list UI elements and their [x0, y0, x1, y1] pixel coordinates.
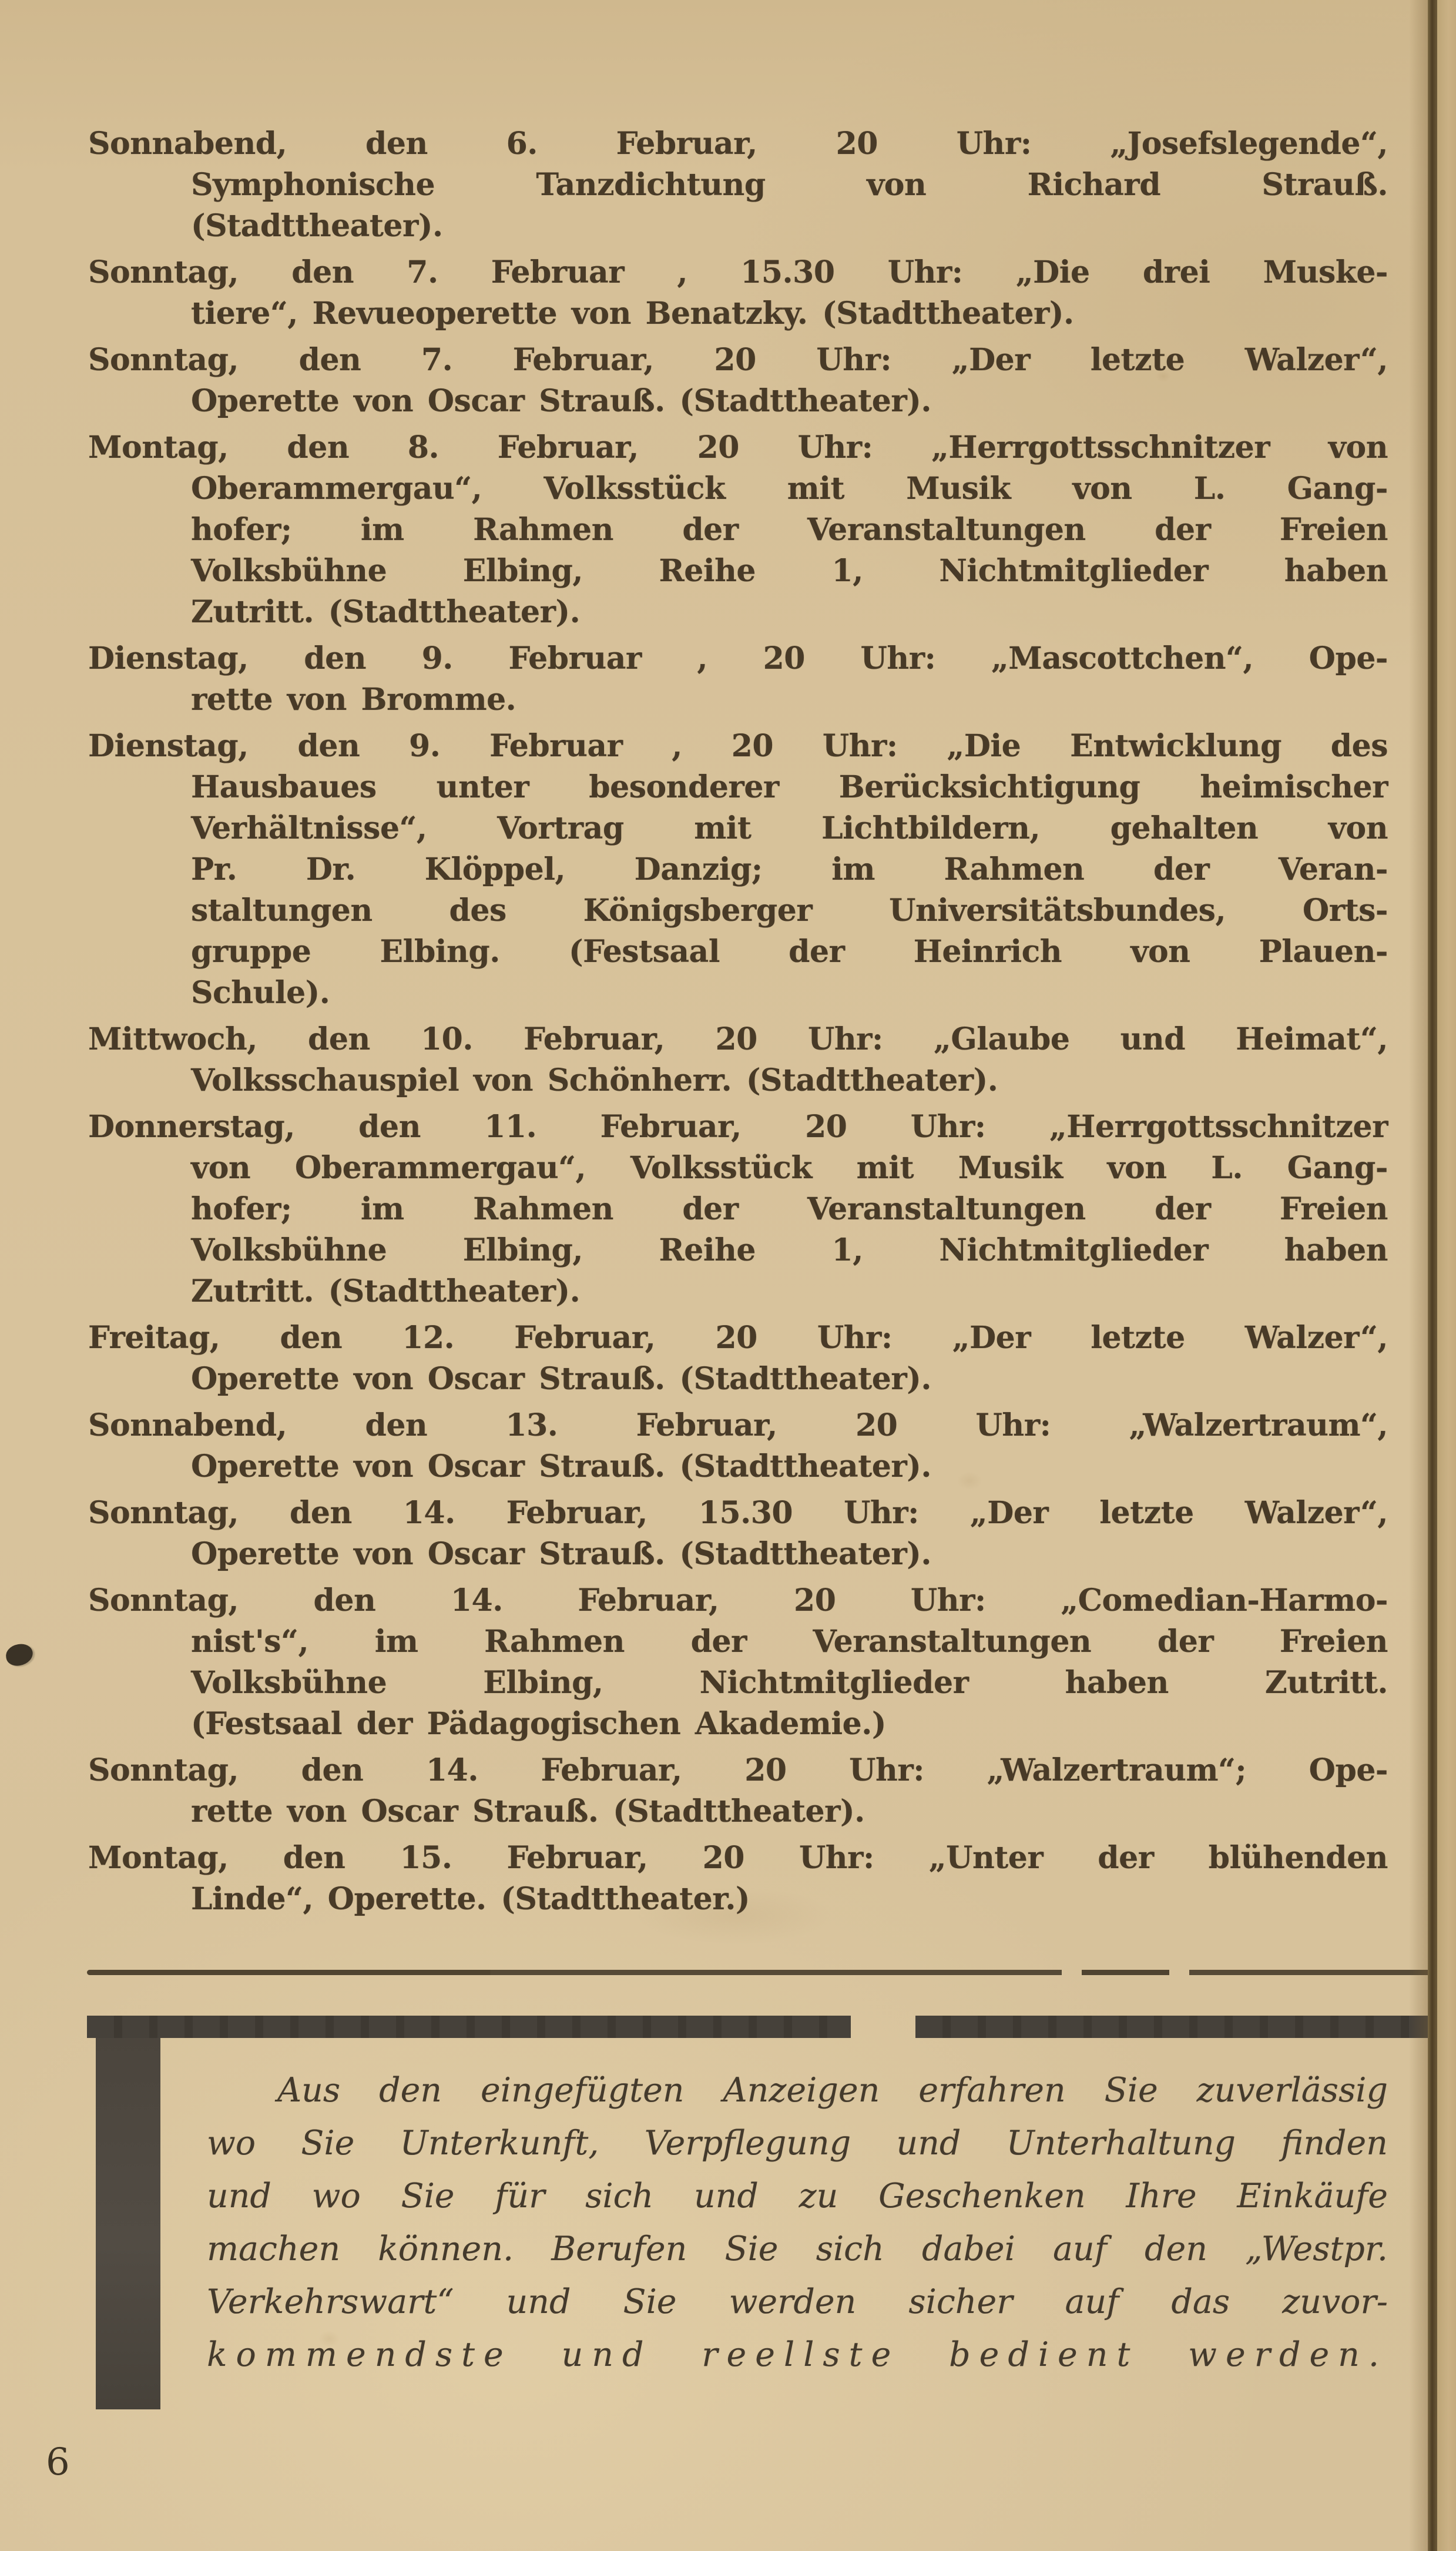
- event-entry: [88, 1838, 1388, 1920]
- event-entry: [88, 726, 1388, 1014]
- event-line: Freitag, den 12. Februar, 20 Uhr: „Der letzte Walzer“,: [88, 1320, 1388, 1356]
- event-line: Montag, den 15. Februar, 20 Uhr: „Unter der blühenden: [88, 1840, 1388, 1876]
- event-line: Montag, den 8. Februar, 20 Uhr: „Herrgottsschnitzer von: [88, 430, 1388, 465]
- advertisement-left-bar: [96, 2038, 160, 2409]
- advertisement-line-spaced: kommendste und reellste bedient werden.: [207, 2335, 1388, 2374]
- event-line: Donnerstag, den 11. Februar, 20 Uhr: „Herrgottsschnitzer: [88, 1109, 1388, 1145]
- event-entry: [88, 123, 1388, 247]
- event-line: Sonntag, den 14. Februar, 20 Uhr: „Walzertraum“; Ope-: [88, 1752, 1388, 1788]
- event-entry: [88, 1493, 1388, 1575]
- event-line: Dienstag, den 9. Februar , 20 Uhr: „Die Entwicklung des: [88, 728, 1388, 764]
- thick-divider-rule-left: [87, 2016, 851, 2038]
- event-line: Symphonische Tanzdichtung von Richard Strauß.: [191, 167, 1388, 203]
- event-entry: [88, 1019, 1388, 1101]
- thick-divider-rule-right: [915, 2016, 1431, 2038]
- event-entry: [88, 1580, 1388, 1745]
- event-line: Dienstag, den 9. Februar , 20 Uhr: „Mascottchen“, Ope-: [88, 641, 1388, 676]
- event-line: hofer; im Rahmen der Veranstaltungen der Freien: [191, 1191, 1388, 1227]
- ink-blot: [4, 1642, 35, 1667]
- event-entry: [88, 1405, 1388, 1487]
- advertisement-line: Verkehrswart“ und Sie werden sicher auf das zuvor-: [207, 2282, 1388, 2321]
- event-line: tiere“, Revueoperette von Benatzky. (Stadttheater).: [191, 296, 1074, 331]
- event-line: Zutritt. (Stadttheater).: [191, 594, 581, 630]
- event-line: Verhältnisse“, Vortrag mit Lichtbildern, gehalten von: [191, 810, 1388, 846]
- event-line: Oberammergau“, Volksstück mit Musik von L. Gang-: [191, 471, 1388, 507]
- page-edge-line: [1428, 0, 1437, 2551]
- event-line: Linde“, Operette. (Stadttheater.): [191, 1881, 750, 1917]
- event-line: Volksbühne Elbing, Reihe 1, Nichtmitglieder haben: [191, 553, 1388, 589]
- event-line: Volksbühne Elbing, Reihe 1, Nichtmitglieder haben: [191, 1232, 1388, 1268]
- event-line: Schule).: [191, 975, 330, 1011]
- event-line: (Festsaal der Pädagogischen Akademie.): [191, 1706, 886, 1742]
- advertisement-line: wo Sie Unterkunft, Verpflegung und Unterhaltung finden: [207, 2124, 1388, 2163]
- event-line: Sonntag, den 14. Februar, 20 Uhr: „Comedian-Harmo-: [88, 1583, 1388, 1618]
- event-line: Hausbaues unter besonderer Berücksichtigung heimischer: [191, 769, 1388, 805]
- event-line: (Stadttheater).: [191, 208, 443, 244]
- event-line: Volksbühne Elbing, Nichtmitglieder haben Zutritt.: [191, 1665, 1388, 1701]
- event-line: hofer; im Rahmen der Veranstaltungen der Freien: [191, 512, 1388, 548]
- event-line: Operette von Oscar Strauß. (Stadttheater).: [191, 383, 931, 419]
- thin-divider-rule: [87, 1970, 1431, 1975]
- event-schedule-list: [88, 123, 1388, 1925]
- event-entry: [88, 427, 1388, 633]
- event-line: Zutritt. (Stadttheater).: [191, 1273, 581, 1309]
- event-entry: [88, 1318, 1388, 1400]
- event-line: Sonntag, den 7. Februar, 20 Uhr: „Der letzte Walzer“,: [88, 342, 1388, 378]
- advertisement-text: [207, 2064, 1388, 2381]
- event-line: Sonntag, den 14. Februar, 15.30 Uhr: „Der letzte Walzer“,: [88, 1495, 1388, 1531]
- advertisement-line: Aus den eingefügten Anzeigen erfahren Sie zuverlässig: [277, 2071, 1388, 2110]
- event-line: rette von Oscar Strauß. (Stadttheater).: [191, 1794, 865, 1829]
- event-line: Volksschauspiel von Schönherr. (Stadttheater).: [191, 1062, 998, 1098]
- advertisement-line: machen können. Berufen Sie sich dabei auf den „Westpr.: [207, 2230, 1388, 2268]
- event-entry: [88, 1107, 1388, 1312]
- event-line: rette von Bromme.: [191, 682, 516, 718]
- event-line: gruppe Elbing. (Festsaal der Heinrich von Plauen-: [191, 934, 1388, 970]
- event-line: Operette von Oscar Strauß. (Stadttheater).: [191, 1361, 931, 1397]
- event-line: von Oberammergau“, Volksstück mit Musik von L. Gang-: [191, 1150, 1388, 1186]
- page-gutter-shadow: [1409, 0, 1428, 2551]
- page-number: 6: [46, 2441, 70, 2484]
- event-line: staltungen des Königsberger Universitätsbundes, Orts-: [191, 893, 1388, 928]
- event-line: Sonnabend, den 13. Februar, 20 Uhr: „Walzertraum“,: [88, 1407, 1388, 1443]
- event-line: Sonntag, den 7. Februar , 15.30 Uhr: „Die drei Muske-: [88, 254, 1388, 290]
- event-line: Operette von Oscar Strauß. (Stadttheater).: [191, 1449, 931, 1484]
- event-line: Operette von Oscar Strauß. (Stadttheater).: [191, 1536, 931, 1572]
- event-entry: [88, 1750, 1388, 1832]
- event-line: nist's“, im Rahmen der Veranstaltungen der Freien: [191, 1624, 1388, 1660]
- advertisement-line: und wo Sie für sich und zu Geschenken Ihre Einkäufe: [207, 2177, 1388, 2215]
- event-line: Sonnabend, den 6. Februar, 20 Uhr: „Josefslegende“,: [88, 126, 1388, 162]
- page-edge-margin: [1437, 0, 1456, 2551]
- event-entry: [88, 340, 1388, 422]
- event-line: Mittwoch, den 10. Februar, 20 Uhr: „Glaube und Heimat“,: [88, 1021, 1388, 1057]
- event-line: Pr. Dr. Klöppel, Danzig; im Rahmen der Veran-: [191, 852, 1388, 887]
- event-entry: [88, 252, 1388, 334]
- event-entry: [88, 638, 1388, 720]
